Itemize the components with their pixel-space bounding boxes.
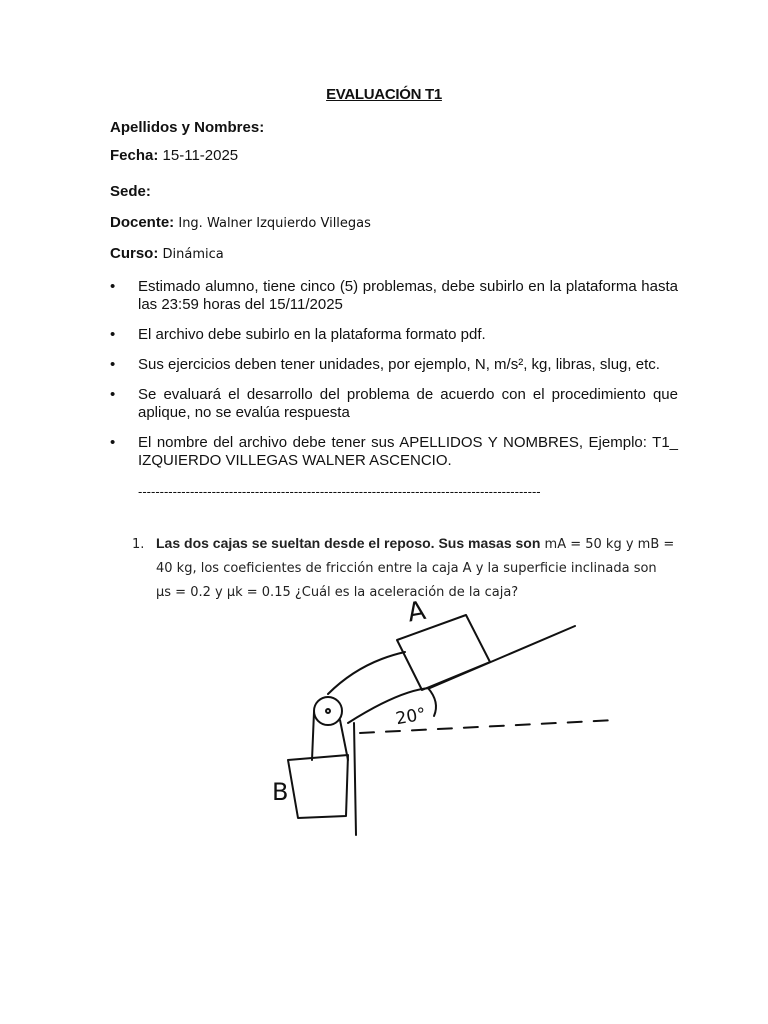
problem-text-1: mA = 50 kg y mB =	[544, 537, 675, 552]
instruction-item: • Estimado alumno, tiene cinco (5) problemas, debe subirlo en la plataforma hasta las 23:59 horas del 15/11/2025	[110, 278, 678, 314]
names-label: Apellidos y Nombres:	[110, 119, 265, 136]
instruction-item: • Sus ejercicios deben tener unidades, por ejemplo, N, m/s², kg, libras, slug, etc.	[110, 356, 678, 374]
support-post	[354, 723, 356, 835]
angle-label: 20°	[394, 704, 428, 730]
problem-figure	[260, 590, 640, 850]
separator-line: ---------------------------------------------------------------------------------------------	[138, 484, 541, 499]
course-label: Curso:	[110, 245, 159, 262]
names-field	[110, 119, 264, 136]
instruction-item: • Se evaluará el desarrollo del problema de acuerdo con el procedimiento que aplique, no se evalúa respuesta	[110, 386, 678, 422]
date-label: Fecha:	[110, 147, 159, 164]
teacher-field	[110, 214, 371, 231]
teacher-value: Ing. Walner Izquierdo Villegas	[178, 216, 371, 231]
problem-text-2: 40 kg, los coeficientes de fricción entre la caja A y la superficie inclinada son	[156, 561, 657, 576]
page-title: EVALUACIÓN T1	[326, 86, 442, 103]
rope-upper	[328, 652, 405, 694]
pulley	[314, 697, 342, 725]
instructions-list	[110, 278, 678, 482]
rope-lower	[312, 712, 314, 760]
block-b	[288, 755, 348, 818]
angle-arc	[428, 688, 436, 716]
problem-lead: Las dos cajas se sueltan desde el reposo. Sus masas son	[156, 535, 541, 551]
site-field	[110, 183, 151, 200]
date-field	[110, 147, 238, 164]
teacher-label: Docente:	[110, 214, 175, 231]
problem-text-3: μs = 0.2 y μk = 0.15 ¿Cuál es la aceleración de la caja?	[156, 585, 519, 600]
label-b: B	[272, 778, 289, 806]
course-value: Dinámica	[162, 247, 224, 262]
label-a: A	[405, 595, 428, 629]
problem-number: 1.	[132, 537, 145, 552]
site-label: Sede:	[110, 183, 151, 200]
instruction-item: • El nombre del archivo debe tener sus APELLIDOS Y NOMBRES, Ejemplo: T1_ IZQUIERDO VILLEGAS WALNER ASCENCIO.	[110, 434, 678, 470]
date-value: 15-11-2025	[162, 147, 239, 164]
instruction-item: • El archivo debe subirlo en la plataforma formato pdf.	[110, 326, 678, 344]
course-field	[110, 245, 224, 262]
